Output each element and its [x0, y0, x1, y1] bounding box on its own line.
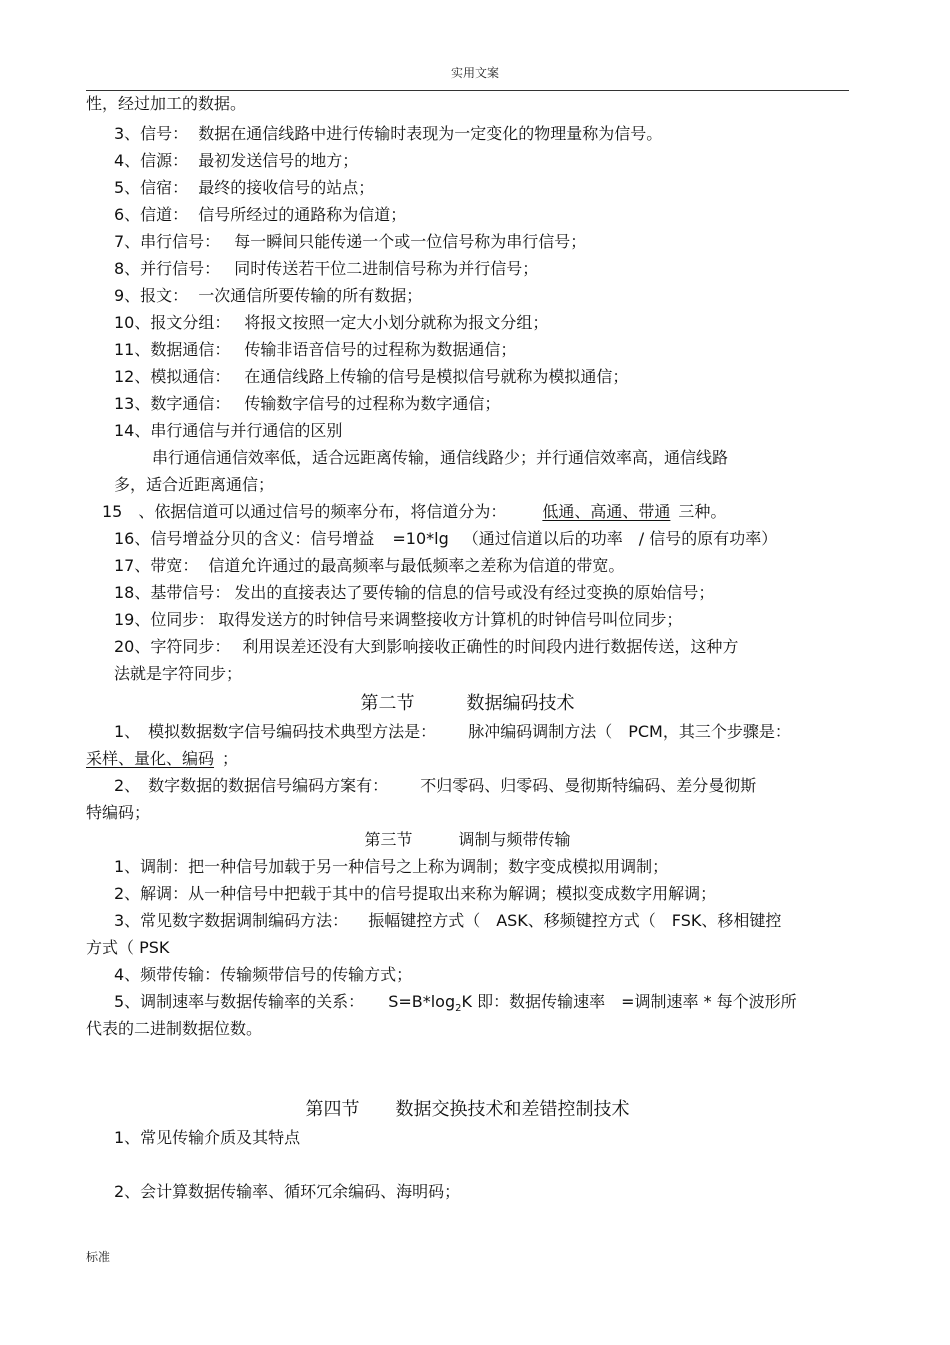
definition-10: 10、报文分组： 将报文按照一定大小划分就称为报文分组； — [114, 313, 549, 332]
underlined-answer: 低通、高通、带通 — [542, 502, 671, 521]
definition-3: 3、信号： 数据在通信线路中进行传输时表现为一定变化的物理量称为信号。 — [114, 124, 663, 143]
text-line: 方式（ PSK — [86, 938, 170, 957]
section-3-heading: 第三节 调制与频带传输 — [364, 830, 571, 849]
definition-9: 9、报文： 一次通信所要传输的所有数据； — [114, 286, 423, 305]
definition-7: 7、串行信号： 每一瞬间只能传递一个或一位信号称为串行信号； — [114, 232, 587, 251]
definition-4: 4、信源： 最初发送信号的地方； — [114, 151, 359, 170]
underlined-answer: 采样、量化、编码 — [86, 749, 215, 768]
section-4-item-2: 2、会计算数据传输率、循环冗余编码、海明码； — [114, 1182, 461, 1201]
page-header: 实用文案 — [450, 66, 499, 80]
text-line: 特编码； — [86, 803, 151, 822]
section-2-item-2: 2、 数字数据的数据信号编码方案有： 不归零码、归零码、曼彻斯特编码、差分曼彻斯 — [114, 776, 757, 795]
section-3-item-1: 1、调制：把一种信号加载于另一种信号之上称为调制；数字变成模拟用调制； — [114, 857, 669, 876]
section-2-heading: 第二节 数据编码技术 — [360, 693, 575, 714]
definition-18: 18、基带信号： 发出的直接表达了要传输的信息的信号或没有经过变换的原始信号； — [114, 583, 715, 602]
page-footer: 标准 — [86, 1250, 111, 1264]
definition-16: 16、信号增益分贝的含义：信号增益 =10*lg （通过信道以后的功率 / 信号的原有功率） — [114, 529, 778, 548]
definition-8: 8、并行信号： 同时传送若干位二进制信号称为并行信号； — [114, 259, 539, 278]
section-4-item-1: 1、常见传输介质及其特点 — [114, 1128, 301, 1147]
text-line: 采样、量化、编码 ； — [86, 749, 239, 768]
text-line: 串行通信通信效率低，适合远距离传输，通信线路少；并行通信效率高，通信线路 — [152, 448, 729, 467]
section-2-item-1: 1、 模拟数据数字信号编码技术典型方法是： 脉冲编码调制方法（ PCM，其三个步骤是： — [114, 722, 791, 741]
definition-11: 11、数据通信： 传输非语音信号的过程称为数据通信； — [114, 340, 517, 359]
definition-6: 6、信道： 信号所经过的通路称为信道； — [114, 205, 407, 224]
section-3-item-2: 2、解调：从一种信号中把载于其中的信号提取出来称为解调；模拟变成数字用解调； — [114, 884, 717, 903]
definition-17: 17、带宽： 信道允许通过的最高频率与最低频率之差称为信道的带宽。 — [114, 556, 625, 575]
text-line: 法就是字符同步； — [114, 664, 243, 683]
header-rule — [86, 90, 849, 91]
definition-19: 19、位同步： 取得发送方的时钟信号来调整接收方计算机的时钟信号叫位同步； — [114, 610, 683, 629]
definition-15: 15 、依据信道可以通过信号的频率分布，将信道分为： 低通、高通、带通 三种。 — [102, 502, 727, 521]
text-line: 多，适合近距离通信； — [114, 475, 275, 494]
definition-20: 20、字符同步： 利用误差还没有大到影响接收正确性的时间段内进行数据传送，这种方 — [114, 637, 739, 656]
subscript: 2 — [455, 1003, 462, 1015]
text-line: 性，经过加工的数据。 — [86, 94, 247, 113]
definition-5: 5、信宿： 最终的接收信号的站点； — [114, 178, 375, 197]
definition-13: 13、数字通信： 传输数字信号的过程称为数字通信； — [114, 394, 501, 413]
section-4-heading: 第四节 数据交换技术和差错控制技术 — [305, 1099, 630, 1120]
section-3-item-4: 4、频带传输：传输频带信号的传输方式； — [114, 965, 413, 984]
definition-14: 14、串行通信与并行通信的区别 — [114, 421, 343, 440]
section-3-item-5: 5、调制速率与数据传输率的关系： $S=B*\log_2K$ 即：数据传输速率 =调制速率 * 每个波形所 — [114, 992, 797, 1015]
section-3-item-3: 3、常见数字数据调制编码方法： 振幅键控方式（ ASK、移频键控方式（ FSK、移相键控 — [114, 911, 782, 930]
text-line: 代表的二进制数据位数。 — [86, 1019, 263, 1038]
definition-12: 12、模拟通信： 在通信线路上传输的信号是模拟信号就称为模拟通信； — [114, 367, 629, 386]
